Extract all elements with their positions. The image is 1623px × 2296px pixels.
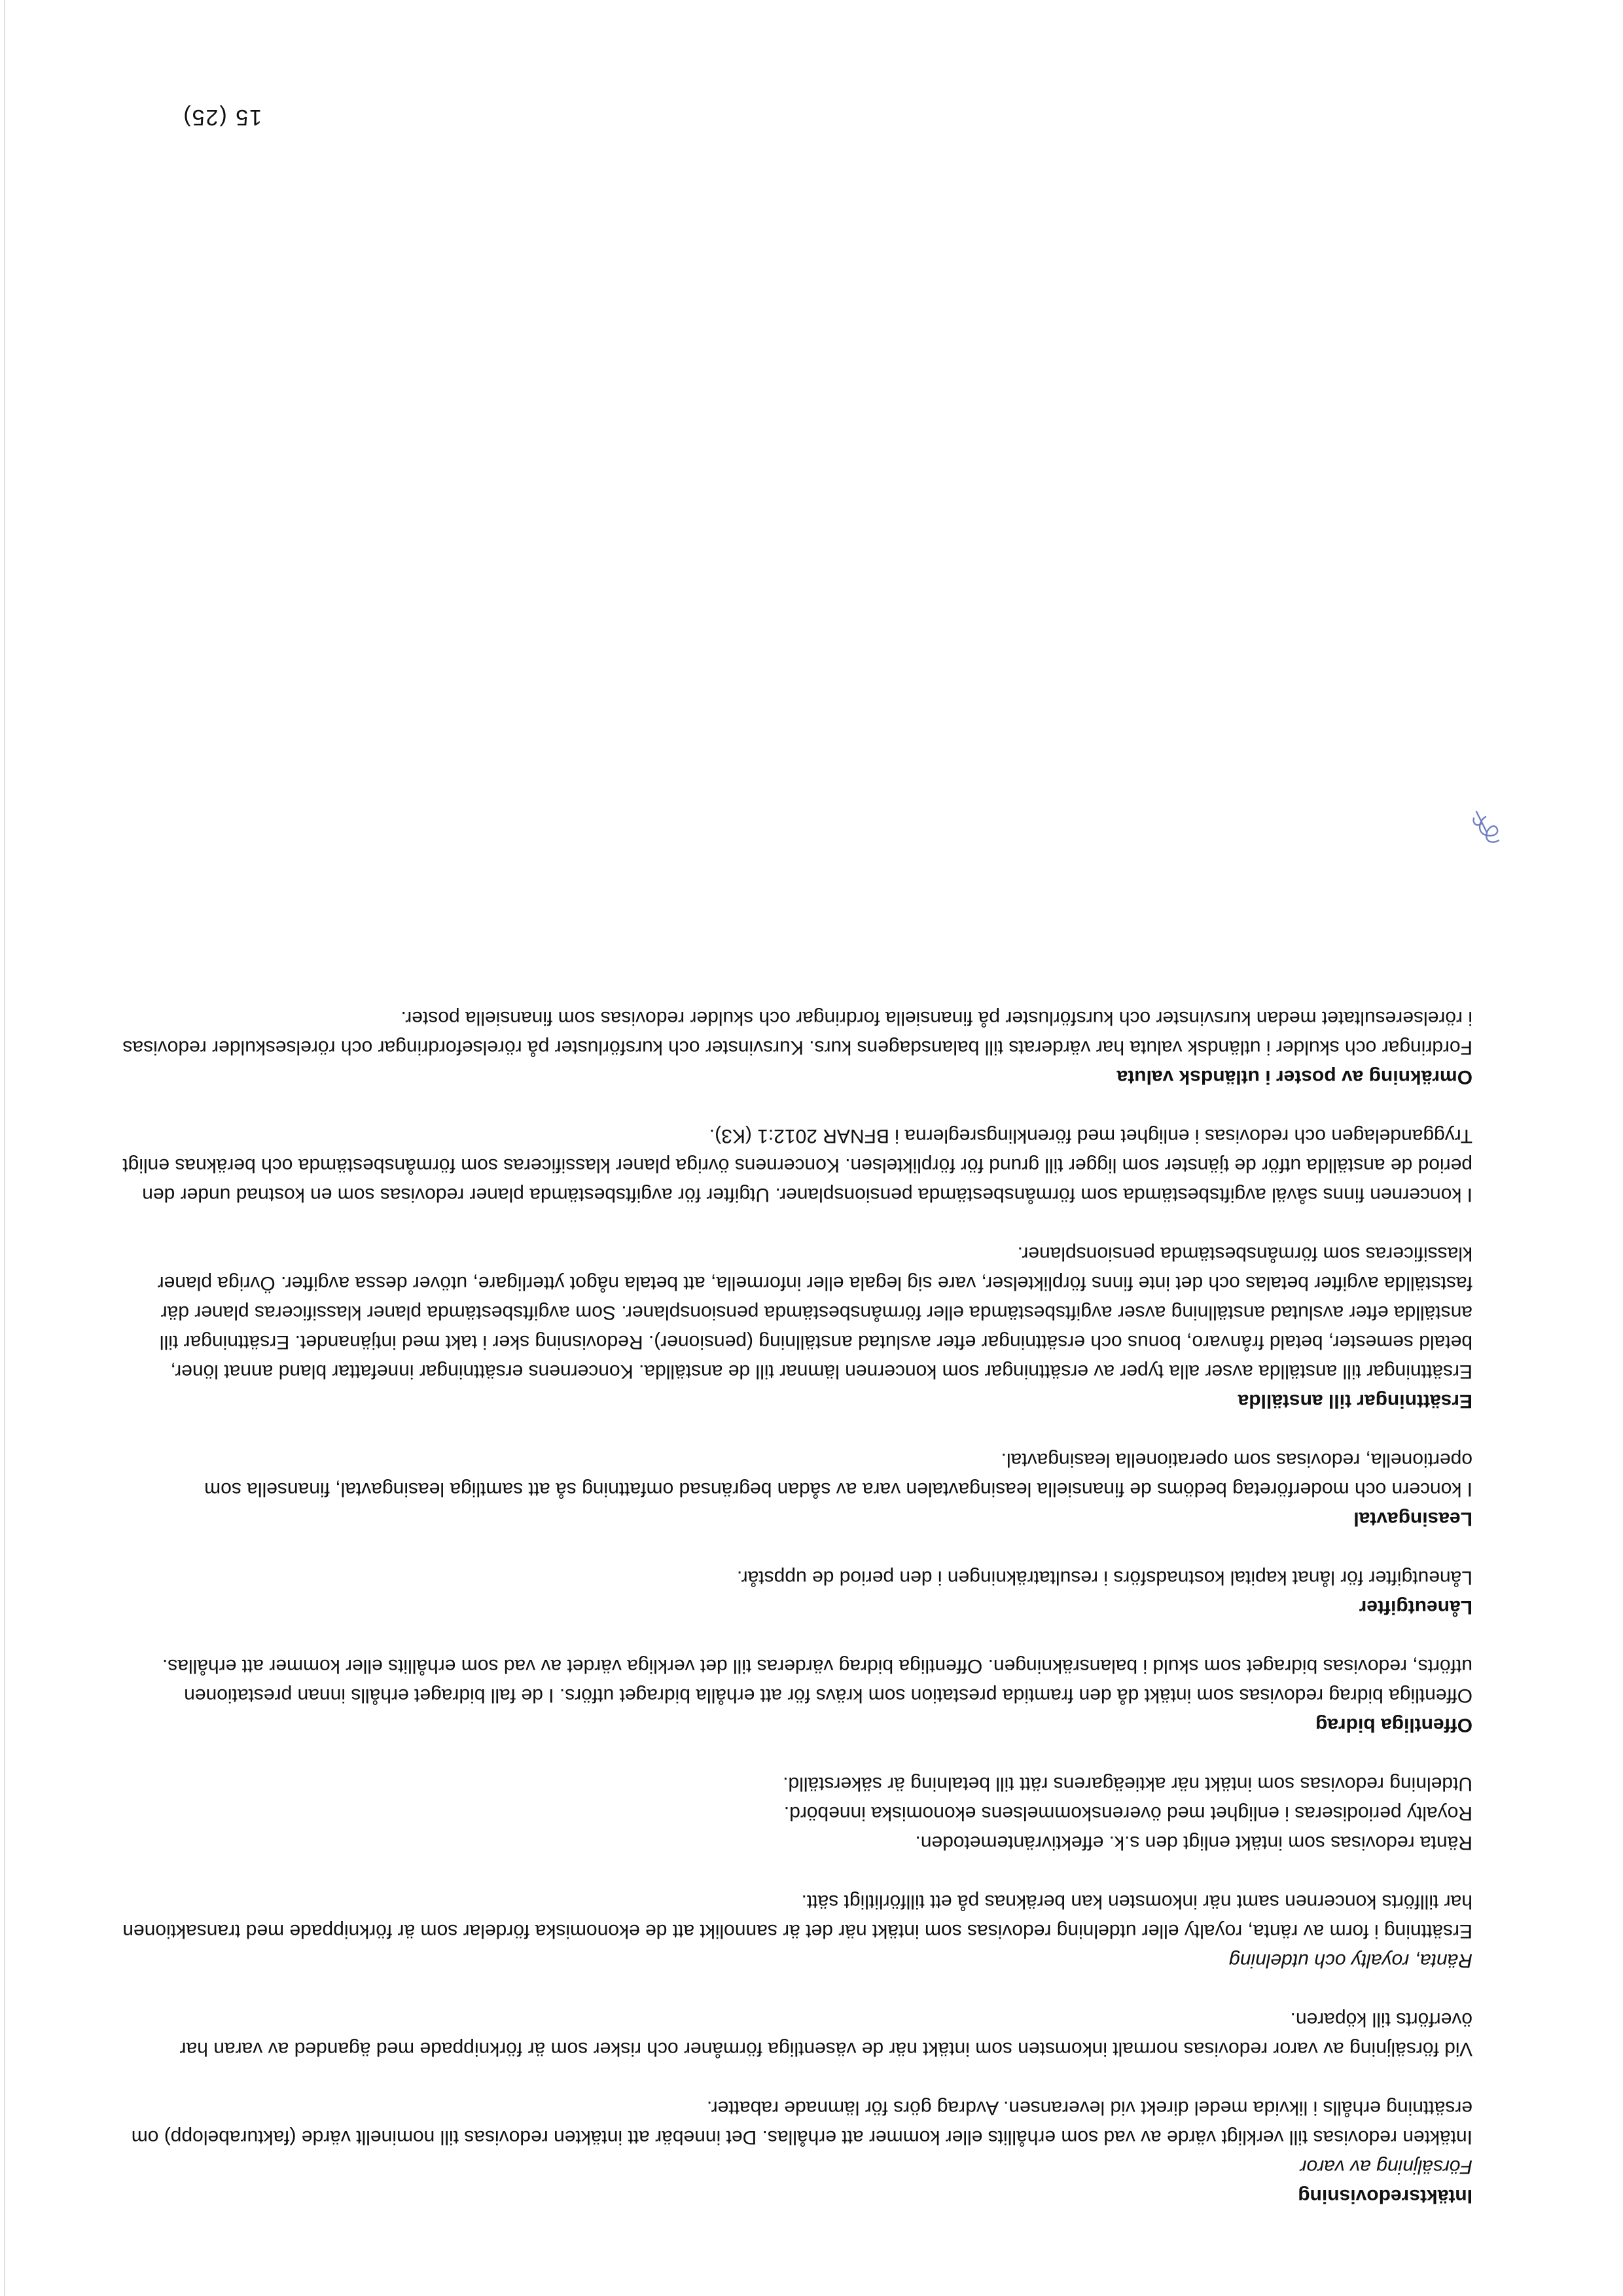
section-heading-revenue: Intäktsredovisning — [1298, 2185, 1472, 2207]
section-heading-leasing: Leasingavtal — [1353, 1508, 1472, 1530]
paragraph-leasing: I koncern och moderföretag bedöms de finansiella leasingavtalen vara av sådan begränsad omfattning så att samtliga leasingavtal, finansella som opertionella, redovisas som operationella leasingavtal. — [204, 1449, 1472, 1500]
section-heading-grants: Offentliga bidrag — [1315, 1714, 1472, 1736]
paragraph-employee-2: I koncernen finns såväl avgiftsbestämda som förmånsbestämda pensionsplaner. Utgifter för avgiftsbestämda planer redovisas som en kostnad under den period de anställda utför de tjänster som ligger till grund för förpliktelsen. Koncernens övriga planer klassificeras som förmånsbestämda och beräknas enligt Tryggandelagen och redovisas i enlighet med förenklingsreglerna i BFNAR 2012:1 (K3). — [122, 1125, 1472, 1206]
subheading-interest-royalty-dividend: Ränta, royalty och utdelning — [1229, 1950, 1472, 1971]
paragraph-interest-4: Utdelning redovisas som intäkt när aktieägarens rätt till betalning är säkerställd. — [783, 1773, 1472, 1795]
page-content — [121, 974, 1472, 2211]
paragraph-interest-3: Royalty periodiseras i enlighet med överenskommelsens ekonomiska innebörd. — [783, 1803, 1472, 1824]
paragraph-sales-2: Vid försäljning av varor redovisas normalt inkomsten som intäkt när de väsentliga förmåner och risker som är förknippade med äganded av varan har överförts till köparen. — [179, 2009, 1472, 2060]
subheading-sales-of-goods: Försäljning av varor — [1300, 2156, 1472, 2178]
paragraph-interest-2: Ränta redovisas som intäkt enligt den s.k. effektivräntemetoden. — [915, 1832, 1472, 1854]
paragraph-borrowing-costs: Låneutgifter för lånat kapital kostnadsförs i resultaträkningen i den period de uppstår. — [736, 1567, 1472, 1588]
paragraph-grants: Offentliga bidrag redovisas som intäkt då den framtida prestation som krävs för att erhålla bidraget utförs. I de fall bidraget erhålls innan prestationen utförts, redovisas bidraget som skuld i balansräkningen. Offentliga bidrag värderas till det verkliga värdet av vad som erhållits eller kommer att erhållas. — [162, 1655, 1472, 1706]
section-heading-borrowing-costs: Låneutgifter — [1359, 1596, 1472, 1618]
section-heading-employee-benefits: Ersättningar till anställda — [1238, 1390, 1472, 1412]
scan-edge-line — [4, 0, 5, 2296]
handwritten-initials-signature — [1467, 804, 1507, 850]
paragraph-sales-1: Intäkten redovisas till verkligt värde av vad som erhållits eller kommer att erhållas. Det innebär att intäkten redovisas till nominellt värde (fakturabelopp) om ersättning erhålls i likvida medel direkt vid leveransen. Avdrag görs för lämnade rabatter. — [131, 2097, 1472, 2148]
paragraph-foreign-currency: Fordringar och skulder i utländsk valuta har värderats till balansdagens kurs. Kursvinster och kursförluster på rörelsefordringar och rörelseskulder redovisas i rörelseresultatet medan kursvinster och kursförluster på finansiella fordringar och skulder redovisas som finansiella poster. — [122, 1007, 1472, 1058]
section-heading-foreign-currency: Omräkning av poster i utländsk valuta — [1116, 1066, 1472, 1088]
paragraph-interest-1: Ersättning i form av ränta, royalty eller utdelning redovisas som intäkt när det är sannolikt att de ekonomiska fördelar som är förknippade med transaktionen har tillförts koncernen samt när inkomsten kan beräknas på ett tillförlitligt sätt. — [122, 1891, 1472, 1942]
page-number: 15 (25) — [182, 105, 262, 130]
paragraph-employee-1: Ersättningar till anställda avser alla typer av ersättningar som koncernen lämnar till de anställda. Koncernens ersättningar innefattar bland annat löner, betald semester, betald frånvaro, bonus och ersättningar efter avslutad anställning (pensioner). Redovisning sker i takt med intjänandet. Ersättningar till anställda efter avslutad anställning avser avgiftsbestämda eller förmånsbestämda pensionsplaner. Som avgiftsbestämda planer klassificeras planer där fastställda avgifter betalas och det inte finns förpliktelser, vare sig legala eller informella, att betala något ytterligare, utöver dessa avgifter. Övriga planer klassificeras som förmånsbestämda pensionsplaner. — [157, 1243, 1472, 1382]
